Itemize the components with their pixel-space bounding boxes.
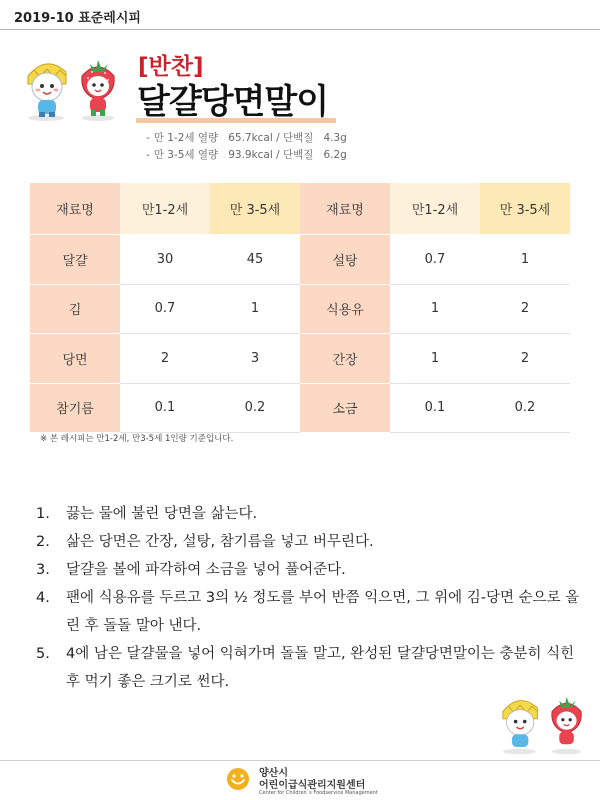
ingredient-name: 설탕 — [300, 235, 390, 285]
org-name-english: Center for Children`s Foodservice Management — [259, 790, 378, 796]
nutrition-line: - 만 1-2세 열량 65.7kcal / 단백질 4.3g — [146, 132, 347, 144]
header-divider — [0, 29, 600, 30]
recipe-title: 달걀당면말이 — [137, 82, 329, 122]
nutrition-protein: 4.3g — [323, 132, 347, 144]
mascot-characters — [16, 50, 126, 125]
document-header-label: 2019-10 표준레시피 — [14, 11, 141, 26]
column-header: 재료명 — [300, 183, 390, 235]
amount-age2: 2 — [480, 334, 570, 384]
ingredients-table — [30, 183, 570, 433]
step-item — [36, 584, 581, 640]
organization-logo — [226, 764, 386, 798]
amount-age2: 1 — [480, 235, 570, 285]
amount-age1: 1 — [390, 334, 480, 384]
smile-logo-icon — [226, 767, 250, 791]
step-number: 2. — [36, 534, 50, 550]
table-row — [30, 235, 570, 285]
strawberry-character-icon — [82, 60, 114, 121]
org-name-city: 양산시 — [259, 768, 288, 779]
table-row — [30, 284, 570, 334]
column-header: 재료명 — [30, 183, 120, 235]
nutrition-info — [146, 130, 347, 164]
strawberry-character-icon — [552, 697, 581, 754]
ingredient-name: 식용유 — [300, 284, 390, 334]
step-item — [36, 556, 581, 584]
recipe-category: [반찬] — [138, 54, 204, 80]
nutrition-age: 만 3-5세 열량 — [153, 149, 219, 161]
step-text: 달걀을 볼에 파각하여 소금을 넣어 풀어준다. — [66, 562, 346, 578]
nutrition-age: 만 1-2세 열량 — [153, 132, 219, 144]
step-number: 3. — [36, 562, 50, 578]
footer-divider — [0, 760, 600, 761]
step-item — [36, 528, 581, 556]
nutrition-kcal: 93.9kcal — [228, 149, 273, 161]
amount-age2: 1 — [210, 284, 300, 334]
recipe-steps — [36, 500, 581, 696]
amount-age2: 2 — [480, 284, 570, 334]
nutrition-separator: / 단백질 — [276, 132, 314, 144]
column-header: 만 3-5세 — [480, 183, 570, 235]
column-header: 만1-2세 — [120, 183, 210, 235]
amount-age2: 0.2 — [480, 383, 570, 433]
nutrition-kcal: 65.7kcal — [228, 132, 273, 144]
nutrition-separator: / 단백질 — [276, 149, 314, 161]
egg-character-icon — [28, 64, 66, 121]
mascot-characters-bottom — [492, 686, 592, 758]
column-header: 만 3-5세 — [210, 183, 300, 235]
table-row — [30, 383, 570, 433]
step-text: 끓는 물에 불린 당면을 삶는다. — [66, 506, 258, 522]
ingredient-name: 당면 — [30, 334, 120, 384]
amount-age1: 2 — [120, 334, 210, 384]
amount-age1: 0.7 — [120, 284, 210, 334]
ingredient-name: 김 — [30, 284, 120, 334]
amount-age1: 0.7 — [390, 235, 480, 285]
ingredient-name: 달걀 — [30, 235, 120, 285]
amount-age1: 1 — [390, 284, 480, 334]
table-header-row — [30, 183, 570, 235]
step-number: 1. — [36, 506, 50, 522]
step-number: 4. — [36, 590, 50, 606]
ingredient-name: 소금 — [300, 383, 390, 433]
step-item — [36, 500, 581, 528]
step-number: 5. — [36, 646, 50, 662]
step-text: 팬에 식용유를 두르고 3의 ½ 정도를 부어 반쯤 익으면, 그 위에 김-당면 순으로 올린 후 돌돌 말아 낸다. — [66, 590, 580, 634]
table-footnote: ※ 본 레시피는 만1-2세, 만3-5세 1인량 기준입니다. — [40, 434, 234, 444]
step-text: 4에 남은 달걀물을 넣어 익혀가며 돌돌 말고, 완성된 달걀당면말이는 충분히 식힌 후 먹기 좋은 크기로 썬다. — [66, 646, 575, 690]
nutrition-protein: 6.2g — [323, 149, 347, 161]
org-name-center: 어린이급식관리지원센터 — [259, 780, 366, 791]
table-row — [30, 334, 570, 384]
ingredient-name: 참기름 — [30, 383, 120, 433]
egg-character-icon — [503, 701, 538, 755]
amount-age1: 0.1 — [390, 383, 480, 433]
ingredient-name: 간장 — [300, 334, 390, 384]
amount-age2: 45 — [210, 235, 300, 285]
step-text: 삶은 당면은 간장, 설탕, 참기름을 넣고 버무린다. — [66, 534, 374, 550]
amount-age2: 0.2 — [210, 383, 300, 433]
amount-age1: 30 — [120, 235, 210, 285]
amount-age2: 3 — [210, 334, 300, 384]
amount-age1: 0.1 — [120, 383, 210, 433]
nutrition-line: - 만 3-5세 열량 93.9kcal / 단백질 6.2g — [146, 149, 347, 161]
column-header: 만1-2세 — [390, 183, 480, 235]
